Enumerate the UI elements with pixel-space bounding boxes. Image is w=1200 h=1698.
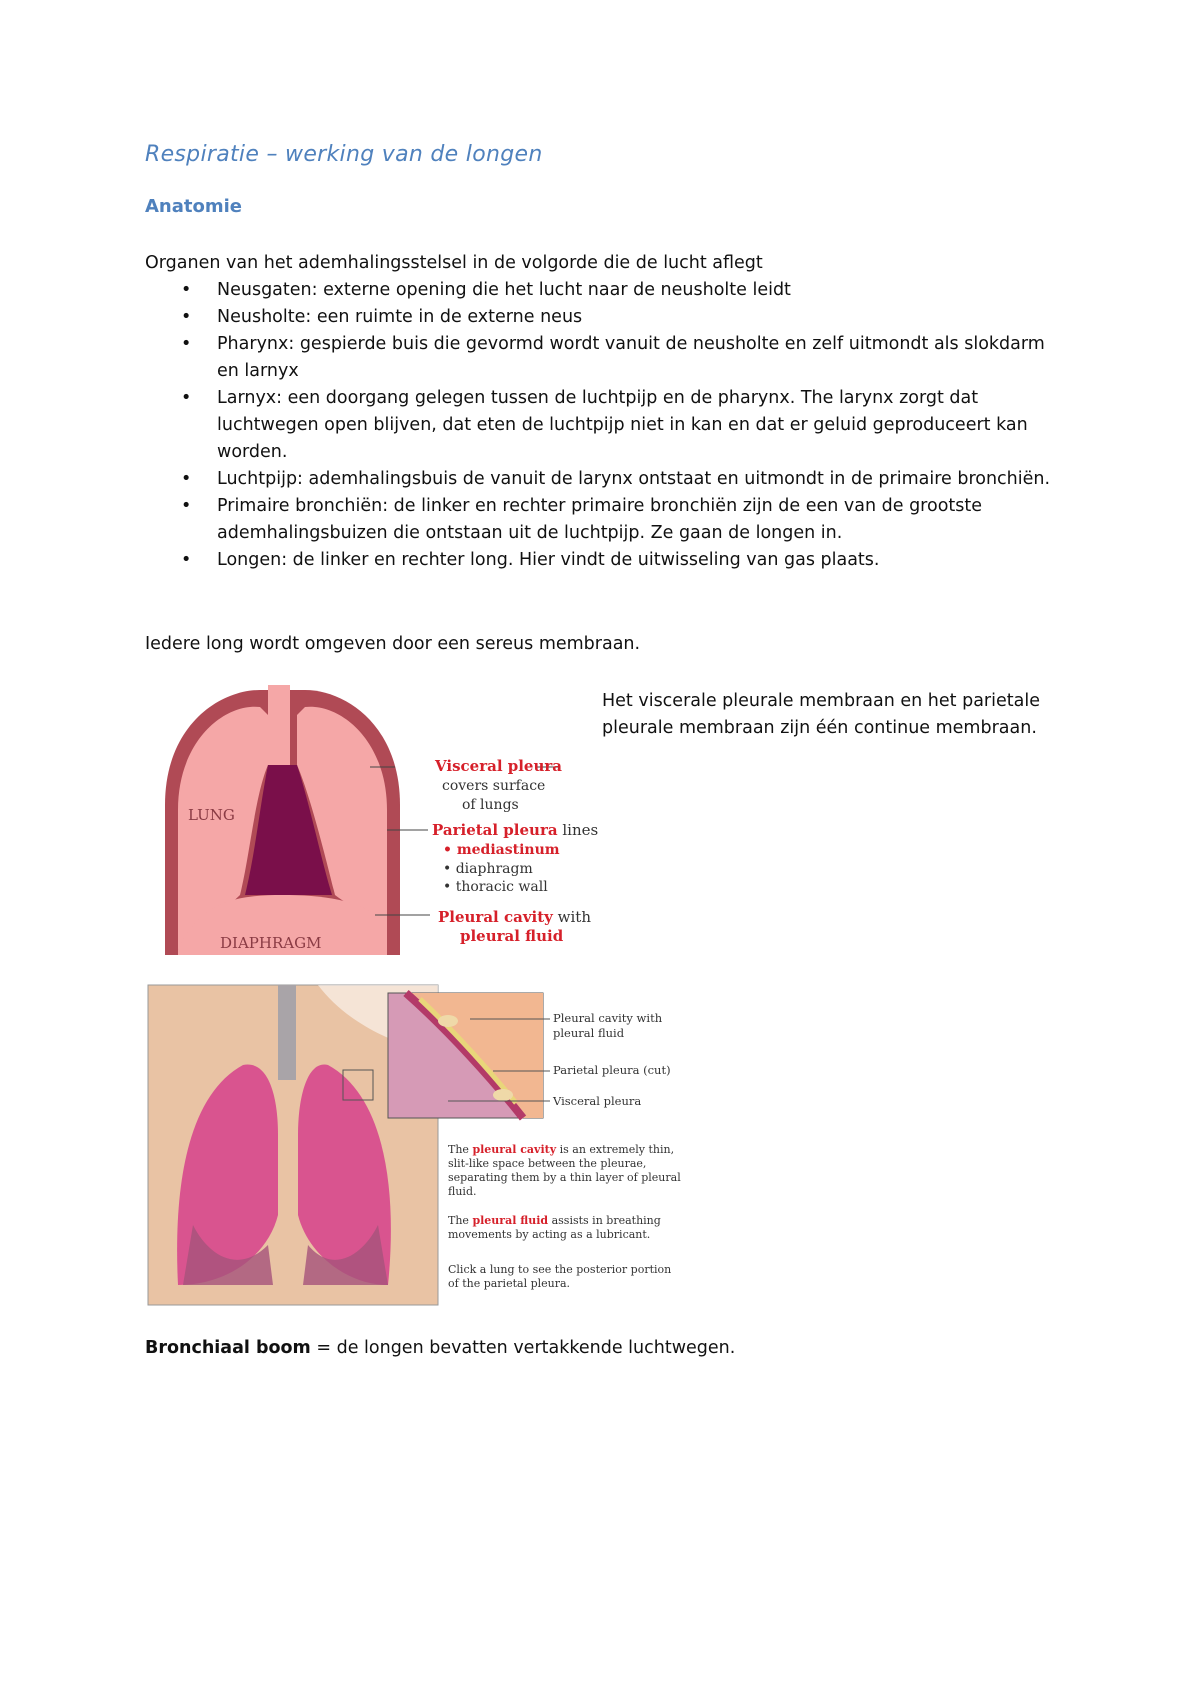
list-item: • Primaire bronchiën: de linker en rechter primaire bronchiën zijn de een van de grootste ademhalingsbuizen die ontstaan uit de luchtpijp. Ze gaan de longen in. xyxy=(145,493,1065,547)
svg-text:• thoracic wall: • thoracic wall xyxy=(443,879,548,895)
bullet: • xyxy=(181,550,192,570)
zoom-label-cavity: Pleural cavity with xyxy=(553,1011,663,1025)
svg-text:pleural fluid: pleural fluid xyxy=(553,1026,625,1040)
svg-text:covers surface: covers surface xyxy=(442,778,546,794)
parietal-pleura-label: Parietal pleura lines xyxy=(432,821,599,839)
lung-label: LUNG xyxy=(188,806,235,824)
organ-list xyxy=(145,277,1065,574)
zoom-label-visceral: Visceral pleura xyxy=(553,1094,642,1108)
svg-text:slit-like space between the pl: slit-like space between the pleurae, xyxy=(448,1157,647,1170)
bullet: • xyxy=(181,334,192,354)
description-fluid: The pleural fluid assists in breathing xyxy=(448,1214,661,1227)
section-heading: Anatomie xyxy=(145,196,242,217)
chest-pleura-illustration xyxy=(148,985,681,1305)
list-item: • Larnyx: een doorgang gelegen tussen de luchtpijp en de pharynx. The larynx zorgt dat luchtwegen open blijven, dat eten de luchtpijp niet in kan en dat er geluid geproduceert kan worden. xyxy=(145,385,1065,466)
description-click: Click a lung to see the posterior portion xyxy=(448,1263,672,1276)
intro-text: Organen van het ademhalingsstelsel in de volgorde die de lucht aflegt xyxy=(145,253,763,273)
paragraph-membrane-continuity: Het viscerale pleurale membraan en het parietale pleurale membraan zijn één continue membraan. xyxy=(602,691,1040,738)
svg-text:• mediastinum: • mediastinum xyxy=(443,842,560,858)
diaphragm-label: DIAPHRAGM xyxy=(220,934,322,952)
svg-text:fluid.: fluid. xyxy=(448,1185,477,1198)
list-item: • Longen: de linker en rechter long. Hier vindt de uitwisseling van gas plaats. xyxy=(145,547,1065,574)
svg-text:movements by acting as a lubri: movements by acting as a lubricant. xyxy=(448,1228,651,1241)
bullet: • xyxy=(181,280,192,300)
bullet: • xyxy=(181,469,192,489)
zoom-label-parietal: Parietal pleura (cut) xyxy=(553,1063,671,1077)
svg-text:separating them by a thin laye: separating them by a thin layer of pleural xyxy=(448,1171,681,1184)
description-cavity: The pleural cavity is an extremely thin, xyxy=(448,1143,675,1156)
bullet: • xyxy=(181,307,192,327)
list-item: • Pharynx: gespierde buis die gevormd wordt vanuit de neusholte en zelf uitmondt als slokdarm en larnyx xyxy=(145,331,1065,385)
paragraph-bronchial-tree: Bronchiaal boom = de longen bevatten vertakkende luchtwegen. xyxy=(145,1338,736,1358)
pleura-diagram xyxy=(160,685,599,960)
list-item: • Neusgaten: externe opening die het lucht naar de neusholte leidt xyxy=(145,277,1065,304)
svg-text:of the parietal pleura.: of the parietal pleura. xyxy=(448,1277,571,1290)
list-item: • Luchtpijp: ademhalingsbuis de vanuit de larynx ontstaat en uitmondt in de primaire bronchiën. xyxy=(145,466,1065,493)
paragraph-serous-membrane: Iedere long wordt omgeven door een sereus membraan. xyxy=(145,634,641,654)
svg-text:pleural fluid: pleural fluid xyxy=(460,927,564,945)
list-item: • Neusholte: een ruimte in de externe neus xyxy=(145,304,1065,331)
svg-text:of lungs: of lungs xyxy=(462,797,519,813)
visceral-pleura-label: Visceral pleura xyxy=(435,757,562,775)
pleural-cavity-label: Pleural cavity with xyxy=(438,908,591,926)
svg-text:• diaphragm: • diaphragm xyxy=(443,861,533,877)
page-title: Respiratie – werking van de longen xyxy=(145,142,543,167)
bullet: • xyxy=(181,388,192,408)
bullet: • xyxy=(181,496,192,516)
